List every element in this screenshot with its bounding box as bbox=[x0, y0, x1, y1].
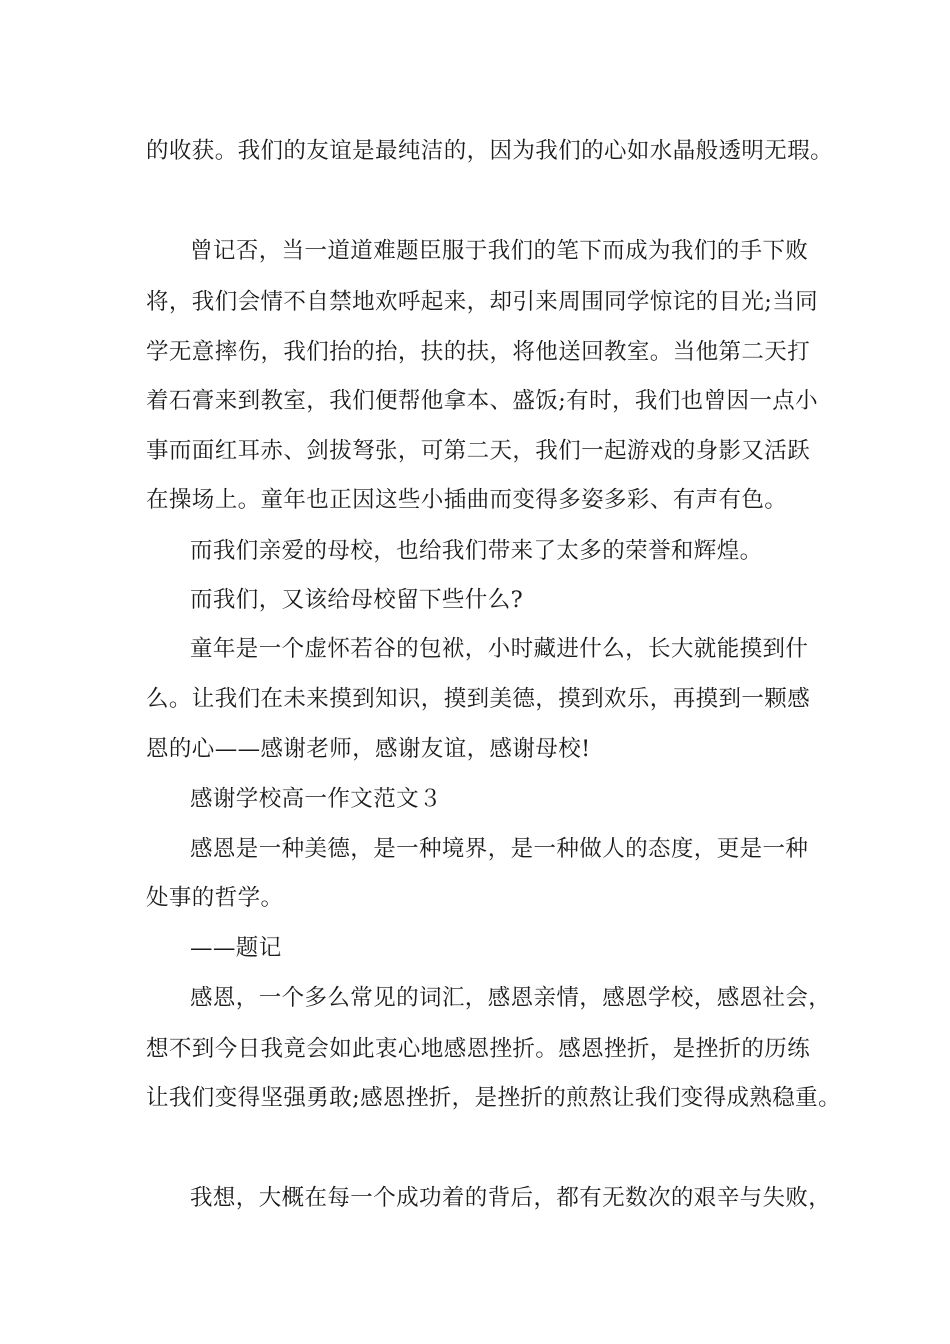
text-line: 着石膏来到教室，我们便帮他拿本、盛饭;有时，我们也曾因一点小 bbox=[146, 388, 819, 414]
text-line: 而我们，又该给母校留下些什么? bbox=[190, 587, 524, 613]
text-line: 学无意摔伤，我们抬的抬，扶的扶，将他送回教室。当他第二天打 bbox=[146, 339, 811, 365]
text-line: 的收获。我们的友谊是最纯洁的，因为我们的心如水晶般透明无瑕。 bbox=[146, 138, 834, 164]
text-line: 处事的哲学。 bbox=[146, 885, 284, 911]
section-heading: 感谢学校高一作文范文３ bbox=[190, 786, 442, 812]
text-line: 而我们亲爱的母校，也给我们带来了太多的荣誉和辉煌。 bbox=[190, 538, 763, 564]
text-line: 曾记否，当一道道难题臣服于我们的笔下而成为我们的手下败 bbox=[190, 238, 809, 264]
text-line: 童年是一个虚怀若谷的包袱，小时藏进什么，长大就能摸到什 bbox=[190, 636, 809, 662]
text-line: 将，我们会情不自禁地欢呼起来，却引来周围同学惊诧的目光;当同 bbox=[146, 289, 819, 315]
text-line: 感恩，一个多么常见的词汇，感恩亲情，感恩学校，感恩社会， bbox=[190, 985, 832, 1011]
text-line: 想不到今日我竟会如此衷心地感恩挫折。感恩挫折，是挫折的历练 bbox=[146, 1036, 811, 1062]
text-line: 让我们变得坚强勇敢;感恩挫折，是挫折的煎熬让我们变得成熟稳重。 bbox=[146, 1085, 841, 1111]
text-line: 感恩是一种美德，是一种境界，是一种做人的态度，更是一种 bbox=[190, 836, 809, 862]
text-line: 恩的心——感谢老师，感谢友谊，感谢母校! bbox=[146, 736, 591, 762]
text-line: 我想，大概在每一个成功着的背后，都有无数次的艰辛与失败， bbox=[190, 1185, 832, 1211]
text-line: 事而面红耳赤、剑拔弩张，可第二天，我们一起游戏的身影又活跃 bbox=[146, 438, 811, 464]
text-line: 么。让我们在未来摸到知识，摸到美德，摸到欢乐，再摸到一颗感 bbox=[146, 686, 811, 712]
text-line: 在操场上。童年也正因这些小插曲而变得多姿多彩、有声有色。 bbox=[146, 487, 788, 513]
epigraph-attribution: ——题记 bbox=[190, 935, 282, 961]
